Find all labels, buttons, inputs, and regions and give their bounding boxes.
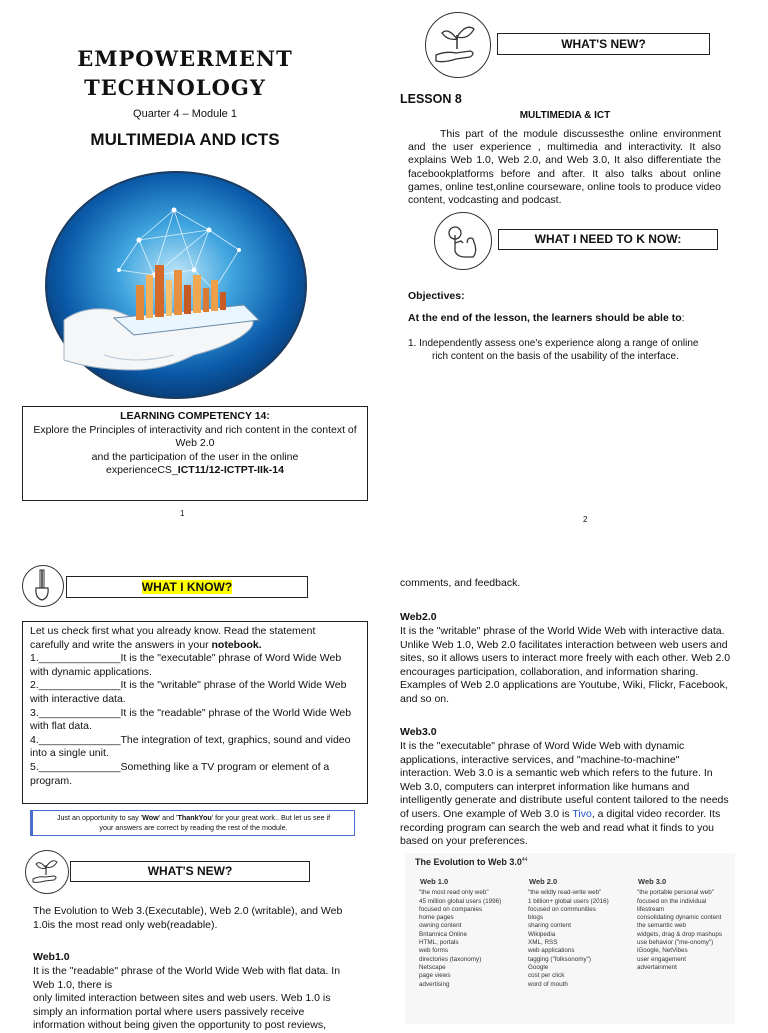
note-line1: Just an opportunity to say 'Wow' and 'ThankYou' for your great work.. But let us see if <box>56 813 331 822</box>
table-cell: lifestream <box>637 905 665 913</box>
objective-1-line1: 1. Independently assess one's experience along a range of online <box>408 338 699 349</box>
web10-line5: information without being given the opportunity to post reviews, <box>33 1019 327 1032</box>
table-cell: directories (taxonomy) <box>419 955 482 963</box>
table-cell: use behavior ("me-onomy") <box>637 939 714 947</box>
wik-item2-line2: with interactive data. <box>30 692 126 705</box>
evolution-table <box>419 877 729 989</box>
table-cell: iGoogle, NetVibes <box>637 947 688 955</box>
competency-prefix: experienceCS_ <box>105 464 178 476</box>
wik-intro-text: carefully and write the answers in your <box>30 638 212 651</box>
web10-line1: It is the "readable" phrase of the World Wide Web with flat data. In <box>33 965 341 977</box>
table-cell: advertainment <box>637 963 677 971</box>
pencil-hand-icon <box>22 565 64 607</box>
objectives-label: Objectives: <box>408 290 465 302</box>
table-row <box>419 939 729 947</box>
web10-line3: only limited interaction between sites and web users. Web 1.0 is <box>33 992 331 1005</box>
table-cell: owning content <box>419 922 462 930</box>
web30-title: Web3.0 <box>400 726 437 738</box>
table-cell: focused on the individual <box>637 897 707 905</box>
note-prefix: Just an opportunity to say <box>56 813 141 822</box>
web10-line4: simply an information portal where users passively receive <box>33 1005 305 1018</box>
note-mid: and <box>160 813 177 822</box>
web10-continued: comments, and feedback. <box>400 577 521 589</box>
competency-line3 <box>31 464 359 478</box>
table-title-sup: 44 <box>521 857 528 863</box>
table-row <box>419 922 729 930</box>
table-cell: Google <box>528 963 549 971</box>
web30-text-a: It is the "executable" phrase of Word Wide Web with dynamic applications, interactive services, and "machine-to-machine" interaction. Web 3.0 is a semantic web which refers to the future. In Web 3.0, computers can interpret information like humans and intelligently generate and distribute useful content tailored to the needs of users. One example of Web 3.0 is <box>400 740 729 820</box>
evolution-table-figure <box>405 853 735 1024</box>
lesson-intro: This part of the module discussesthe online environment and the user experience , multimedia and interactivity. It also explains Web 1.0, Web 2.0, and Web 3.0, It also differentiate the facebookplatforms before and after. It also talks about online games, online test,online courseware, online tools to produce video content, vodcasting and podcast. <box>408 128 721 207</box>
web10-title: Web1.0 <box>33 951 70 963</box>
wik-item4-line1: 4.______________The integration of text, graphics, sound and video <box>30 733 351 746</box>
wik-item4-line2: into a single unit. <box>30 747 109 760</box>
table-cell: widgets, drag & drop mashups <box>637 930 723 938</box>
hand-plant-icon-2 <box>25 850 69 894</box>
note-wow: Wow <box>142 813 159 822</box>
table-cell <box>637 972 729 980</box>
web10-text <box>33 965 363 1033</box>
objectives-intro <box>408 312 685 324</box>
table-row <box>419 947 729 955</box>
objective-1 <box>408 337 698 363</box>
table-cell: user engagement <box>637 955 687 963</box>
competency-code: ICT11/12-ICTPT-IIk-14 <box>177 464 284 476</box>
need-to-know-header: WHAT I NEED TO K NOW: <box>498 229 718 250</box>
evolution-text: The Evolution to Web 3.(Executable), Web 2.0 (writable), and Web 1.0is the most read only web(readable). <box>33 905 343 931</box>
note-suffix: for your great work.. But let us see if <box>213 813 331 822</box>
table-cell: "the portable personal web" <box>637 889 714 897</box>
wik-item1-line1: 1.______________It is the "executable" phrase of Word Wide Web <box>30 652 342 665</box>
wik-item5-line1: 5.______________Something like a TV program or element of a <box>30 760 330 773</box>
hand-plant-icon <box>425 12 491 78</box>
table-row <box>419 889 729 897</box>
objectives-intro-colon: : <box>681 312 685 324</box>
competency-line2: and the participation of the user in the online <box>91 450 299 463</box>
note-line2: your answers are correct by reading the rest of the module. <box>99 823 288 832</box>
table-cell: Britannica Online <box>419 930 467 938</box>
table-cell: web forms <box>419 947 449 955</box>
table-row <box>419 898 729 906</box>
wik-item3-line1: 3.______________It is the "readable" phrase of the World Wide Web <box>30 706 352 719</box>
quarter-label: Quarter 4 – Module 1 <box>133 108 237 120</box>
table-cell: focused on companies <box>419 905 483 913</box>
wik-item3-line2: with flat data. <box>30 720 92 733</box>
table-row <box>419 956 729 964</box>
table-header-row <box>419 877 729 889</box>
table-cell: "the most read only web" <box>419 889 489 897</box>
table-header: Web 2.0 <box>529 877 558 886</box>
table-cell: HTML, portals <box>419 939 459 947</box>
wik-item2-line1: 2.______________It is the "writable" phrase of the World Wide Web <box>30 679 347 692</box>
table-cell: 1 billion+ global users (2016) <box>528 897 609 905</box>
whats-new-header-2: WHAT'S NEW? <box>70 861 310 882</box>
evolution-table-title <box>405 853 735 867</box>
table-cell <box>637 981 729 989</box>
wik-item5-line2: program. <box>30 774 73 787</box>
wik-intro-line1: Let us check first what you already know. Read the statement <box>30 625 316 637</box>
table-cell: XML, RSS <box>528 939 558 947</box>
table-cell: consolidating dynamic content <box>637 914 722 922</box>
table-row <box>419 972 729 980</box>
what-i-know-text: WHAT I KNOW? <box>141 580 233 594</box>
table-cell: home pages <box>419 914 454 922</box>
table-cell: cost per click <box>528 972 565 980</box>
table-title-text: The Evolution to Web 3.0 <box>415 857 522 867</box>
table-cell: advertising <box>419 980 450 988</box>
book-title-line2: TECHNOLOGY <box>84 75 266 100</box>
lesson-label: LESSON 8 <box>400 92 462 106</box>
module-title: MULTIMEDIA AND ICTS <box>90 130 280 149</box>
encouragement-note <box>30 810 355 836</box>
wik-intro-line2 <box>30 639 360 653</box>
what-i-know-box <box>22 621 368 804</box>
table-header: Web 1.0 <box>420 877 449 886</box>
table-cell: web applications <box>528 947 575 955</box>
competency-title: LEARNING COMPETENCY 14: <box>120 410 270 422</box>
objectives-intro-text: At the end of the lesson, the learners should be able to <box>408 312 682 324</box>
page-number-1: 1 <box>180 509 185 518</box>
table-cell: sharing content <box>528 922 572 930</box>
table-cell: 45 million global users (1996) <box>419 897 502 905</box>
table-row <box>419 981 729 989</box>
cover-illustration <box>44 170 308 400</box>
table-cell: word of mouth <box>528 980 568 988</box>
whats-new-header-1: WHAT'S NEW? <box>497 33 710 55</box>
table-cell: tagging ("folksonomy") <box>528 955 591 963</box>
web20-title: Web2.0 <box>400 611 437 623</box>
table-row <box>419 931 729 939</box>
table-row <box>419 914 729 922</box>
web30-text-b: , a digital video recorder. Its recording program can search the web and read what it finds to you based on your preferences. <box>400 807 721 848</box>
learning-competency-box <box>22 406 368 501</box>
table-cell: Netscape <box>419 963 446 971</box>
competency-line1: Explore the Principles of interactivity and rich content in the context of Web 2.0 <box>33 423 357 449</box>
table-row <box>419 906 729 914</box>
table-cell: the semantic web <box>637 922 687 930</box>
note-thanks: ThankYou <box>177 813 212 822</box>
book-title-line1: EMPOWERMENT <box>77 46 293 71</box>
table-body <box>419 889 729 989</box>
what-i-know-header <box>66 576 308 598</box>
table-cell: page views <box>419 972 451 980</box>
table-cell: "the wildly read-write web" <box>528 889 602 897</box>
wik-notebook: notebook. <box>211 638 262 651</box>
page-number-2: 2 <box>583 515 588 524</box>
web30-text <box>400 740 732 849</box>
table-cell: focused on communities <box>528 905 596 913</box>
tivo-link[interactable]: Tivo <box>572 807 592 820</box>
table-row <box>419 964 729 972</box>
web10-line2: Web 1.0, there is <box>33 978 113 991</box>
wik-item1-line2: with dynamic applications. <box>30 665 152 678</box>
lesson-subheading: MULTIMEDIA & ICT <box>519 110 611 121</box>
touch-hand-icon <box>434 212 492 270</box>
web20-text: It is the "writable" phrase of the World Wide Web with interactive data. Unlike Web 1.0, Web 2.0 facilitates interaction between web users and sites, so it allows users to interact more freely with each other. Web 2.0 encourages participation, collaboration, and information sharing. Examples of Web 2.0 applications are Youtube, Wiki, Flickr, Facebook, and so on. <box>400 625 731 705</box>
table-header: Web 3.0 <box>638 877 667 886</box>
table-cell: Wikipedia <box>528 930 556 938</box>
table-cell: blogs <box>528 914 544 922</box>
objective-1-line2: rich content on the basis of the usability of the interface. <box>432 351 679 362</box>
